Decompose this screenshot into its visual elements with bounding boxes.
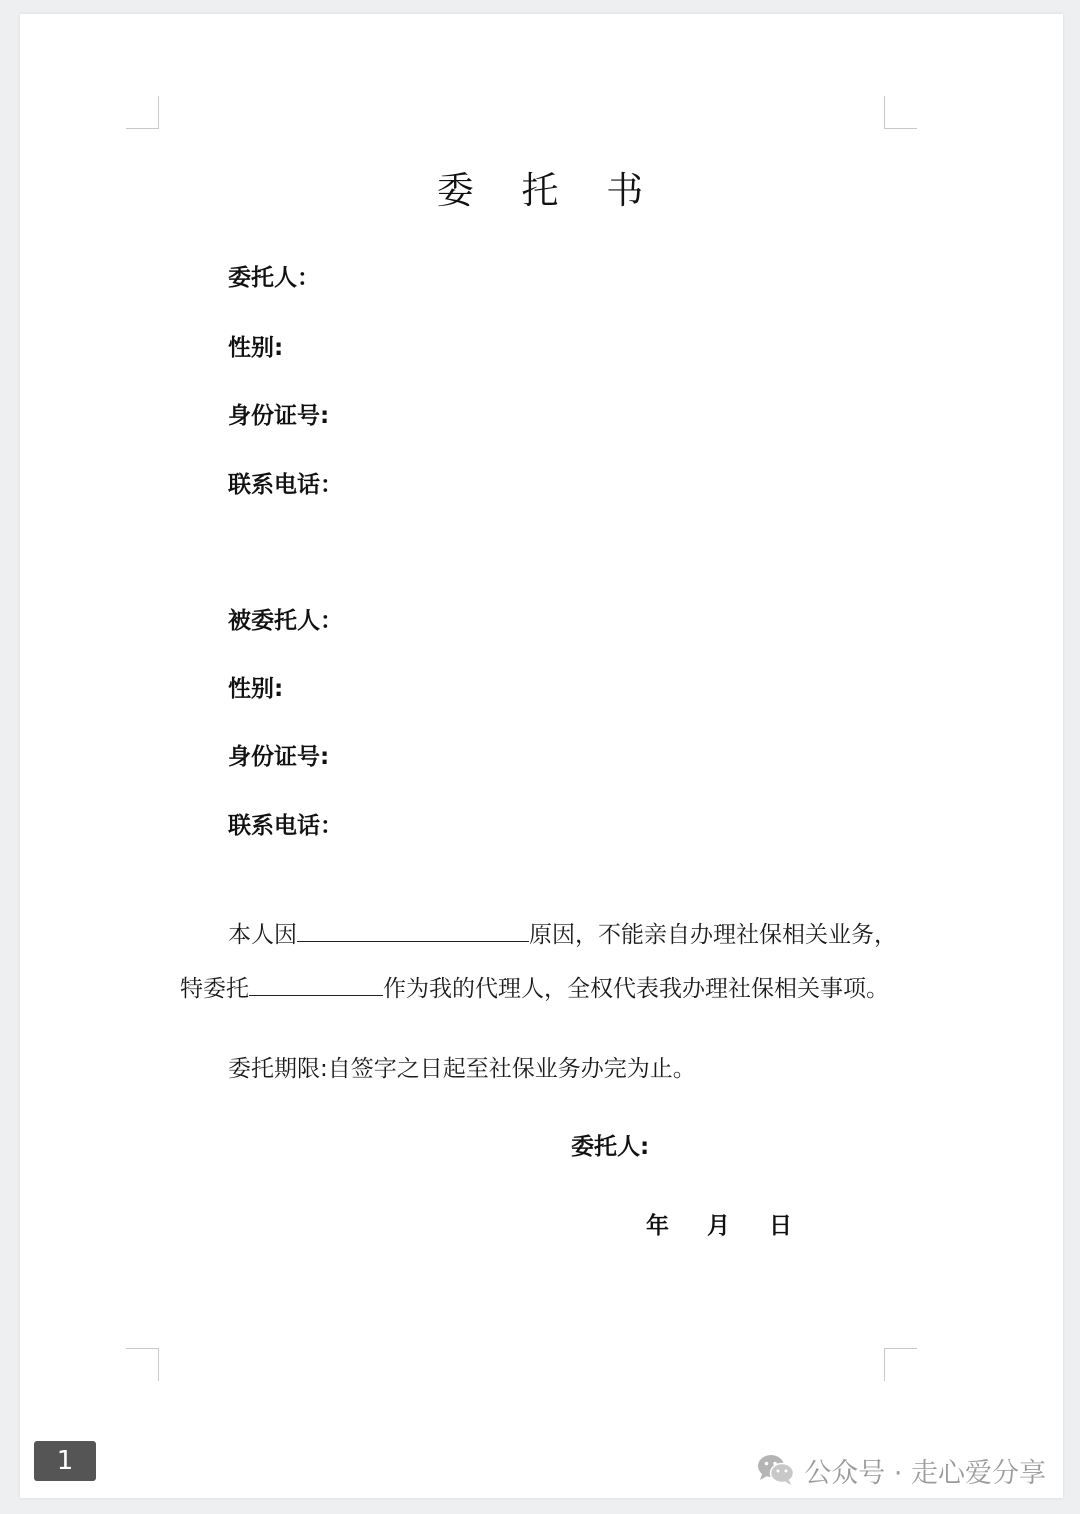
margin-corner-top-right bbox=[884, 96, 917, 129]
margin-corner-bottom-left bbox=[126, 1348, 159, 1381]
principal-name-label: 委托人： bbox=[228, 265, 320, 291]
reason-paragraph bbox=[228, 916, 897, 949]
date-month: 月 bbox=[707, 1213, 730, 1239]
margin-corner-bottom-right bbox=[884, 1348, 917, 1381]
principal-gender-label: 性别: bbox=[228, 335, 284, 361]
signature-label: 委托人: bbox=[571, 1134, 650, 1160]
agent-name-blank[interactable] bbox=[249, 973, 383, 996]
agent-phone-label: 联系电话： bbox=[228, 813, 343, 839]
margin-corner-top-left bbox=[126, 96, 159, 129]
delegation-paragraph bbox=[180, 970, 889, 1003]
principal-id-label: 身份证号: bbox=[228, 403, 330, 429]
agent-name-label: 被委托人： bbox=[228, 608, 343, 634]
date-year: 年 bbox=[646, 1213, 669, 1239]
watermark-text: 公众号 · 走心爱分享 bbox=[804, 1457, 1046, 1489]
reason-suffix: 原因，不能亲自办理社保相关业务， bbox=[529, 922, 897, 948]
page-number-badge: 1 bbox=[34, 1441, 96, 1481]
delegation-suffix: 作为我的代理人，全权代表我办理社保相关事项。 bbox=[383, 976, 889, 1002]
document-title: 委 托 书 bbox=[436, 169, 662, 212]
principal-phone-label: 联系电话： bbox=[228, 472, 343, 498]
agent-gender-label: 性别: bbox=[228, 676, 284, 702]
watermark bbox=[756, 1450, 1046, 1490]
wechat-icon bbox=[756, 1453, 796, 1487]
agent-id-label: 身份证号: bbox=[228, 744, 330, 770]
date-day: 日 bbox=[769, 1213, 792, 1239]
document-page bbox=[20, 14, 1063, 1498]
reason-prefix: 本人因 bbox=[228, 922, 297, 948]
delegation-prefix: 特委托 bbox=[180, 976, 249, 1002]
term-paragraph: 委托期限:自签字之日起至社保业务办完为止。 bbox=[228, 1056, 696, 1082]
reason-blank[interactable] bbox=[297, 919, 529, 942]
